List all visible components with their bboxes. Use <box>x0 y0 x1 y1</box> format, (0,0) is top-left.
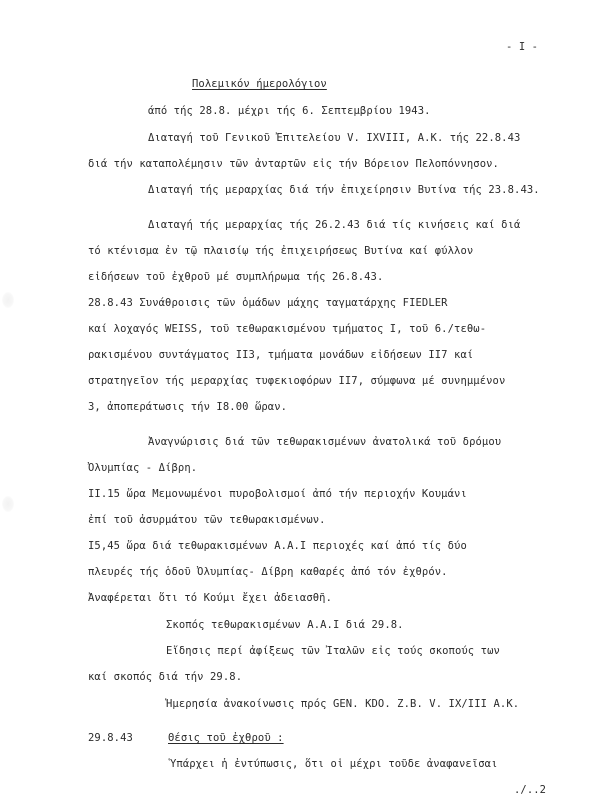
text-line: Ὑπάρχει ἡ ἐντύπωσις, ὅτι οἱ μέχρι τοῦδε ἀναφανεῖσαι <box>170 758 498 770</box>
page-number: - I - <box>506 41 539 53</box>
entry-line-11-15: II.15 ὥρα Μεμονωμένοι πυροβολισμοί ἀπό τήν περιοχήν Κουμάνι <box>88 488 467 500</box>
date-range-line: άπό τής 28.8. μέχρι τής 6. Σεπτεμβρίου 1943. <box>148 105 431 117</box>
text-line: διά τήν καταπολέμησιν τῶν ἀνταρτῶν εἰς τήν Βόρειον Πελοπόννησον. <box>88 158 499 170</box>
text-line: τό κτένισμα ἐν τῷ πλαισίῳ τής ἐπιχειρήσεως Βυτίνα καί φύλλον <box>88 245 474 257</box>
section-date: 29.8.43 <box>88 732 133 744</box>
text-line: Διαταγή τής μεραρχίας τής 26.2.43 διά τίς κινήσεις καί διά <box>148 219 521 231</box>
punch-hole-mark <box>2 292 14 308</box>
text-line: εἰδήσεων τοῦ ἐχθροῦ μέ συμπλήρωμα τής 26.8.43. <box>88 271 384 283</box>
text-line: Ἀναγνώρισις διά τῶν τεθωρακισμένων ἀνατολικά τοῦ δρόμου <box>148 436 502 448</box>
text-line: πλευρές τής ὁδοῦ Ὀλυμπίας- Δίβρη καθαρές ἀπό τόν ἐχθρόν. <box>88 566 448 578</box>
continuation-marker: ./..2 <box>514 784 547 796</box>
text-line: Διαταγή τοῦ Γενικοῦ Ἐπιτελείου V. IXVIII, A.K. τής 22.8.43 <box>148 132 521 144</box>
text-line: Διαταγή τής μεραρχίας διά τήν ἐπιχείρησιν Βυτίνα τής 23.8.43. <box>148 184 540 196</box>
entry-line-15-45: I5,45 ὥρα διά τεθωρακισμένων A.A.I περιοχές καί ἀπό τίς δύο <box>88 540 467 552</box>
entry-line-28-8-43: 28.8.43 Συνάθροισις τῶν ὁμάδων μάχης ταγματάρχης FIEDLER <box>88 297 448 309</box>
text-line: 3, ἀποπεράτωσις τήν I8.00 ὥραν. <box>88 401 288 413</box>
text-line: Σκοπός τεθωρακισμένων A.A.I διά 29.8. <box>166 619 404 631</box>
text-line: Ἡμερησία ἀνακοίνωσις πρός GEN. KDO. Z.B. V. IX/III A.K. <box>166 698 520 710</box>
text-line: Ἀναφέρεται ὅτι τό Κούμι ἔχει ἀδειασθῆ. <box>88 592 333 604</box>
text-line: ρακισμένου συντάγματος II3, τμήματα μονάδων εἰδήσεων II7 καί <box>88 349 474 361</box>
text-line: Εἴδησις περί ἀφίξεως τῶν Ἰταλῶν εἰς τούς σκοπούς των <box>166 645 500 657</box>
text-line: καί λοχαγός WEISS, τοῦ τεθωρακισμένου τμήματος I, τοῦ 6./τεθω- <box>88 323 487 335</box>
text-line: Ὀλυμπίας - Δίβρη. <box>88 462 198 474</box>
text-line: ἐπί τοῦ ἀσυρμάτου τῶν τεθωρακισμένων. <box>88 514 326 526</box>
text-line: στρατηγεῖον τής μεραρχίας τυφεκιοφόρων II7, σύμφωνα μέ συνημμένον <box>88 375 506 387</box>
document-title: Πολεμικόν ήμερολόγιον <box>192 78 327 90</box>
punch-hole-mark <box>2 496 14 512</box>
text-line: καί σκοπός διά τήν 29.8. <box>88 671 243 683</box>
section-title: Θέσις τοῦ ἐχθροῦ : <box>168 732 284 744</box>
